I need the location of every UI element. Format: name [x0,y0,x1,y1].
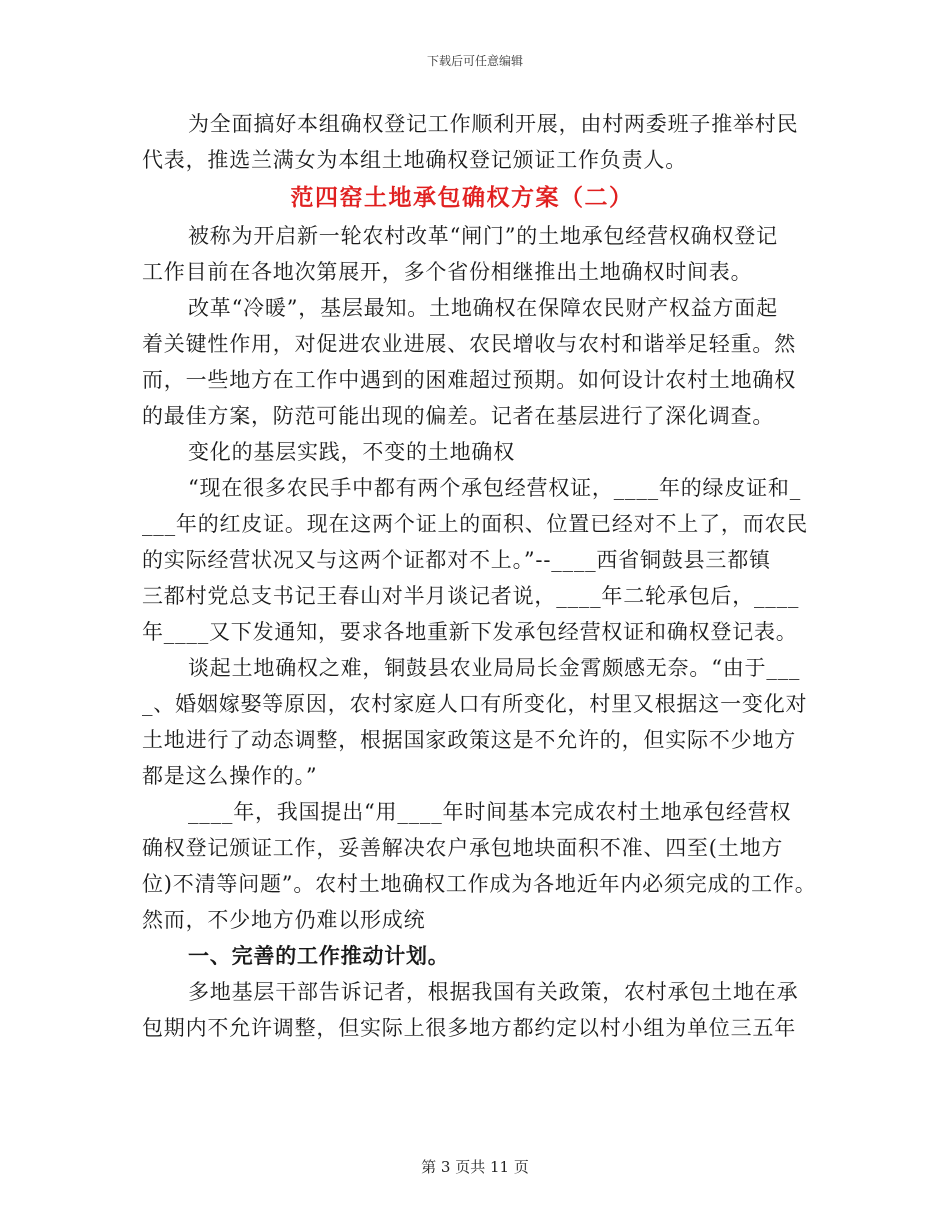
text-line: 的实际经营状况又与这两个证都对不上。”--____西省铜鼓县三都镇 [142,548,771,572]
text-line: 改革“冷暖”，基层最知。土地确权在保障农民财产权益方面起 [188,296,778,320]
text-line: ____年，我国提出“用____年时间基本完成农村土地承包经营权 [188,800,792,824]
text-line: _、婚姻嫁娶等原因，农村家庭人口有所变化，村里又根据这一变化对 [142,692,808,716]
text-line: 谈起土地确权之难，铜鼓县农业局局长金霄颇感无奈。“由于___ [188,656,801,680]
text-line: 而，一些地方在工作中遇到的困难超过预期。如何设计农村土地确权 [142,368,796,392]
text-line: 土地进行了动态调整，根据国家政策这是不允许的，但实际不少地方 [142,728,796,752]
text-line: “现在很多农民手中都有两个承包经营权证，____年的绿皮证和_ [188,476,802,500]
page-header: 下载后可任意编辑 [426,54,523,68]
text-line: ___年的红皮证。现在这两个证上的面积、位置已经对不上了，而农民 [142,512,809,536]
text-line: 包期内不允许调整，但实际上很多地方都约定以村小组为单位三五年 [142,1016,796,1040]
text-line: 都是这么操作的。” [142,764,318,788]
section-title: 范四窑土地承包确权方案（二） [290,184,634,211]
text-line: 三都村党总支书记王春山对半月谈记者说，____年二轮承包后，____ [142,584,800,608]
text-line: 代表，推选兰满女为本组土地确权登记颁证工作负责人。 [142,148,687,172]
text-line: 然而，不少地方仍难以形成统 [142,908,426,932]
page-footer: 第 3 页共 11 页 [421,1158,529,1176]
text-line: 一、完善的工作推动计划。 [188,943,450,968]
text-line: 为全面搞好本组确权登记工作顺利开展，由村两委班子推举村民 [188,112,799,136]
text-line: 多地基层干部告诉记者，根据我国有关政策，农村承包土地在承 [188,980,799,1004]
text-line: 被称为开启新一轮农村改革“闸门”的土地承包经营权确权登记 [188,224,778,248]
text-line: 的最佳方案，防范可能出现的偏差。记者在基层进行了深化调查。 [142,404,775,428]
text-line: 年____又下发通知，要求各地重新下发承包经营权证和确权登记表。 [142,620,798,644]
document-body [142,106,822,1046]
text-line: 变化的基层实践，不变的土地确权 [188,440,515,464]
text-line: 工作目前在各地次第展开，多个省份相继推出土地确权时间表。 [142,260,753,284]
text-line: 位)不清等问题”。农村土地确权工作成为各地近年内必须完成的工作。 [142,872,817,896]
text-line: 确权登记颁证工作，妥善解决农户承包地块面积不准、四至(土地方 [142,836,784,860]
text-line: 着关键性作用，对促进农业进展、农民增收与农村和谐举足轻重。然 [142,332,796,356]
